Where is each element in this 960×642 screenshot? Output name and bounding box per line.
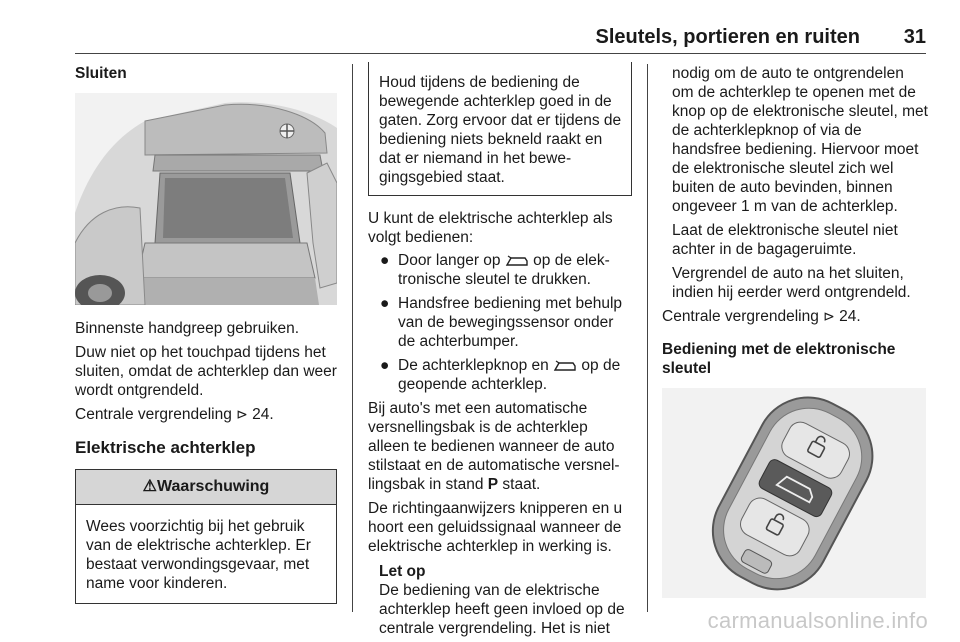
note-text: De bediening van de elektrische achterklep heeft geen invloed op de centrale vergrendeling. Het is niet — [379, 582, 625, 637]
paragraph-touchpad: Duw niet op het touchpad tijdens het sluiten, omdat de achterklep dan weer wordt ontgrendeld. — [75, 344, 337, 399]
crossref-page[interactable]: 24. — [839, 308, 861, 325]
electronic-key-illustration — [662, 388, 926, 598]
list-item-text-end: op de geopende achterklep. — [398, 357, 621, 393]
tailgate-key-icon — [553, 360, 577, 372]
column-divider-2 — [647, 64, 648, 612]
list-item — [368, 251, 632, 289]
auto-text: Bij auto's met een automatische versnellingsbak is de achterklep alleen te bedienen wanneer de auto stilstaat en de automatische versnel-lingsbak in stand — [368, 400, 620, 493]
note-continued — [662, 64, 928, 302]
bullet-icon: ● — [380, 295, 390, 312]
bullet-icon: ● — [380, 252, 390, 269]
gear-position-p: P — [487, 476, 499, 493]
note-block — [368, 562, 632, 638]
list-item-text: Handsfree bediening met behulp van de bewegingssensor onder de achterbumper. — [398, 295, 623, 350]
page-number: 31 — [903, 26, 926, 48]
column-divider-1 — [352, 64, 353, 612]
page-header — [0, 0, 960, 50]
column-middle — [368, 64, 632, 638]
warning-title: Waarschuwing — [157, 478, 270, 495]
crossref-page[interactable]: 24. — [252, 406, 274, 423]
list-item-text-end: op de elek-tronische sleutel te drukken. — [398, 252, 610, 288]
heading-sluiten: Sluiten — [75, 65, 127, 82]
watermark[interactable]: carmanualsonline.info — [707, 608, 928, 633]
crossref-arrow-icon: ⊳ — [823, 308, 835, 324]
warning-box — [75, 469, 337, 604]
warning-triangle-icon: ⚠ — [142, 478, 158, 495]
crossref-text: Centrale vergrendeling — [662, 308, 824, 325]
operation-list — [368, 251, 632, 394]
paragraph-crossref-1 — [75, 405, 337, 424]
warning-header — [76, 470, 336, 505]
paragraph-signal: De richtingaanwijzers knipperen en u hoort een geluidssignaal wanneer de elektrische achterklep in werking is. — [368, 500, 623, 555]
heading-electronic-key: Bediening met de elektronische sleutel — [662, 341, 896, 377]
heading-elektrische-achterklep: Elektrische achterklep — [75, 438, 256, 457]
tailgate-open-illustration — [75, 93, 337, 305]
paragraph-leave-key: Laat de elektronische sleutel niet achter in de bagageruimte. — [672, 222, 898, 258]
bullet-icon: ● — [380, 357, 390, 374]
column-right — [662, 64, 928, 598]
paragraph-crossref-2 — [662, 307, 928, 326]
paragraph-intro: U kunt de elektrische achterklep als volgt bedienen: — [368, 210, 613, 246]
note-label: Let op — [379, 563, 426, 580]
list-item-text: De achterklepknop en — [398, 357, 554, 374]
list-item-text: Door langer op — [398, 252, 505, 269]
column-left — [75, 64, 337, 604]
list-item — [368, 294, 632, 351]
caution-box-continued: Houd tijdens de bediening de bewegende achterklep goed in de gaten. Zorg ervoor dat er tijdens de bediening niets bekneld raakt en dat er niemand in het bewe-gingsgebied staat. — [368, 62, 632, 196]
paragraph-lock: Vergrendel de auto na het sluiten, indien hij eerder werd ontgrendeld. — [672, 265, 911, 301]
crossref-arrow-icon: ⊳ — [236, 406, 248, 422]
auto-text-end: staat. — [498, 476, 541, 493]
paragraph-automatic — [368, 399, 632, 494]
crossref-text: Centrale vergrendeling — [75, 406, 237, 423]
list-item — [368, 356, 632, 394]
warning-body: Wees voorzichtig bij het gebruik van de elektrische achterklep. Er bestaat verwondingsgevaar, met name voor kinderen. — [86, 518, 311, 592]
tailgate-key-icon — [505, 255, 529, 267]
paragraph-unlock: nodig om de auto te ontgrendelen om de achterklep te openen met de knop op de elektronische sleutel, met de achterklepknop of via de handsfree bediening. Hiervoor moet de elektronische sleutel zich wel buiten de auto bevinden, binnen ongeveer 1 m van de achterklep. — [672, 65, 928, 215]
page-title: Sleutels, portieren en ruiten — [595, 26, 860, 48]
paragraph-handgreep: Binnenste handgreep gebruiken. — [75, 320, 300, 337]
header-rule — [75, 53, 926, 54]
